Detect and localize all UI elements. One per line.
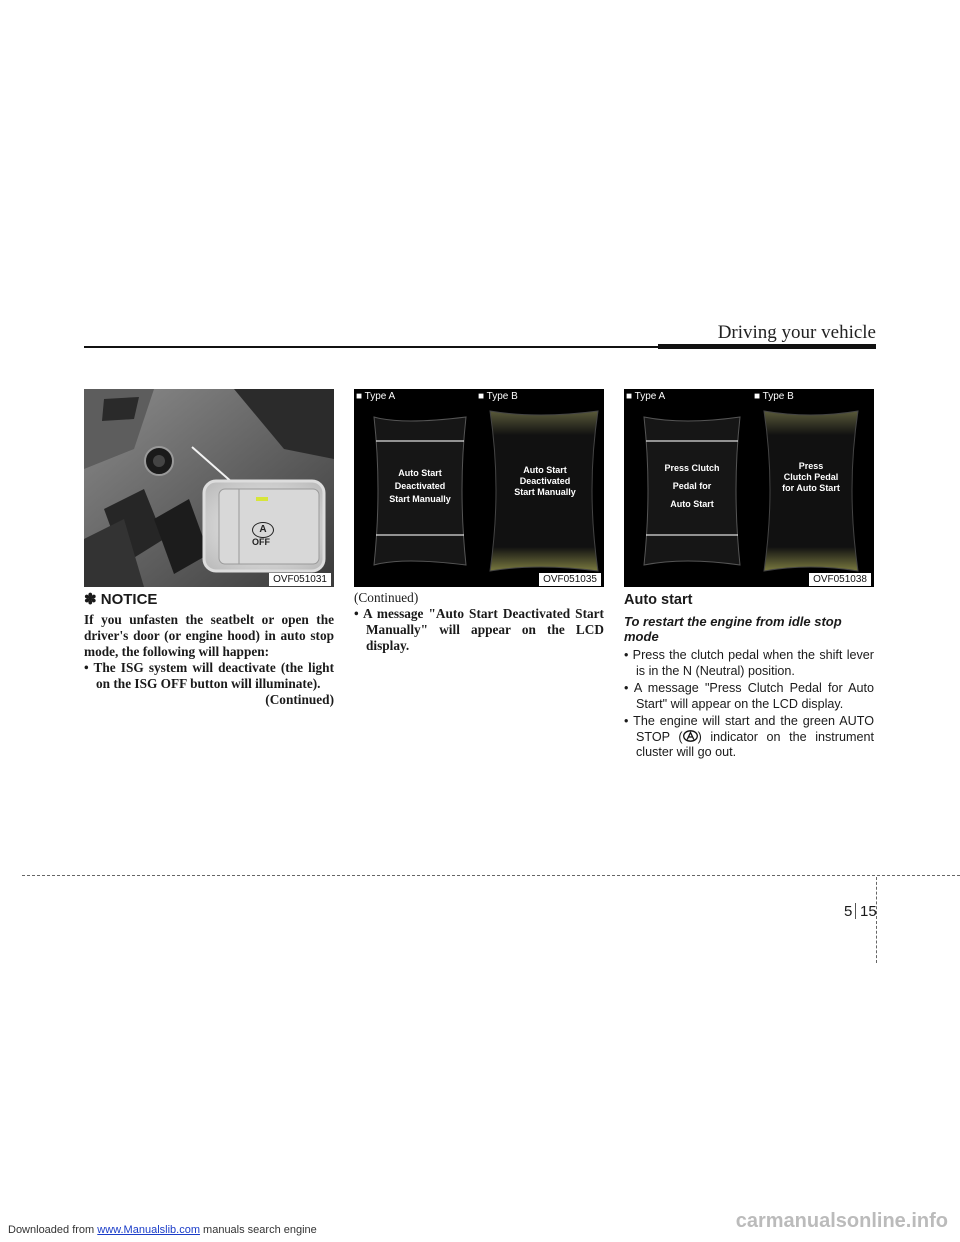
auto-start-heading: Auto start: [624, 592, 693, 608]
type-a-label: ■ Type A: [626, 391, 666, 402]
lcd-line: Deactivated: [519, 476, 571, 486]
type-b-label: ■ Type B: [478, 391, 518, 402]
footer-prefix: Downloaded from: [8, 1224, 98, 1236]
download-footer: [8, 1224, 317, 1236]
figure-isg-button: [84, 389, 334, 587]
lcd-line: Press Clutch: [664, 463, 720, 473]
manualslib-link[interactable]: www.Manualslib.com: [97, 1224, 200, 1236]
page-number-divider: [855, 903, 856, 919]
figure-code: OVF051031: [269, 573, 331, 586]
notice-bullet: • The ISG system will deactivate (the light on the ISG OFF button will illuminate).: [84, 660, 334, 691]
lcd-type-a-text: [376, 467, 464, 506]
section-title: Driving your vehicle: [717, 322, 876, 343]
auto-start-column: [624, 590, 874, 763]
lcd-line: Start Manually: [389, 494, 451, 504]
notice-intro: If you unfasten the seatbelt or open the driver's door (or engine hood) in auto stop mode, the following will happen:: [84, 612, 334, 659]
list-item: • Press the clutch pedal when the shift lever is in the N (Neutral) position.: [624, 648, 874, 678]
off-label: OFF: [252, 537, 270, 547]
list-item: • A message "Press Clutch Pedal for Auto Start" will appear on the LCD display.: [624, 681, 874, 711]
list-item-text: • The engine will start and the green AUTO STOP (: [624, 714, 874, 744]
lcd-line: Auto Start: [523, 465, 567, 475]
header-bar: [658, 344, 876, 349]
crop-mark-vertical: [876, 877, 877, 963]
continued-label: (Continued): [354, 590, 419, 605]
auto-start-subheading: To restart the engine from idle stop mode: [624, 614, 842, 644]
notice-column: [84, 590, 334, 708]
notice-title: ✽ NOTICE: [84, 591, 158, 608]
lcd-line: Clutch Pedal: [783, 472, 839, 482]
continued-body: [354, 590, 604, 654]
type-a-label: ■ Type A: [356, 391, 396, 402]
figure-code: OVF051035: [539, 573, 601, 586]
watermark: carmanualsonline.info: [735, 1210, 948, 1232]
footer-suffix: manuals search engine: [199, 1224, 317, 1236]
auto-stop-indicator-icon: [683, 730, 698, 742]
list-item-text: ) indicator on the instrument cluster will go out.: [636, 729, 874, 759]
type-b-label: ■ Type B: [754, 391, 794, 402]
lcd-line: Pedal for: [672, 481, 712, 491]
lcd-type-a-text: [646, 459, 738, 513]
continued-column: [354, 590, 604, 654]
page-number: 15: [860, 903, 877, 920]
auto-stop-icon: A: [252, 522, 274, 538]
lcd-type-b-text: [496, 465, 594, 498]
notice-body: [84, 612, 334, 708]
figure-lcd-press-clutch: [624, 389, 874, 587]
lcd-type-b-text: [768, 461, 854, 494]
lcd-message-bullet: • A message "Auto Start Deactivated Start Manually" will appear on the LCD display.: [354, 606, 604, 653]
list-item: [624, 714, 874, 761]
lcd-line: Press: [798, 461, 824, 471]
lcd-line: for Auto Start: [782, 483, 840, 493]
auto-start-list: [624, 648, 874, 761]
lcd-line: Auto Start: [398, 468, 442, 478]
continued-label: (Continued): [265, 692, 334, 707]
chapter-number: 5: [844, 903, 853, 920]
figure-code: OVF051038: [809, 573, 871, 586]
figure-lcd-deactivated: [354, 389, 604, 587]
lcd-line: Start Manually: [514, 487, 576, 497]
lcd-line: Deactivated: [394, 481, 446, 491]
lcd-line: Auto Start: [670, 499, 714, 509]
crop-mark-horizontal: [22, 875, 960, 876]
